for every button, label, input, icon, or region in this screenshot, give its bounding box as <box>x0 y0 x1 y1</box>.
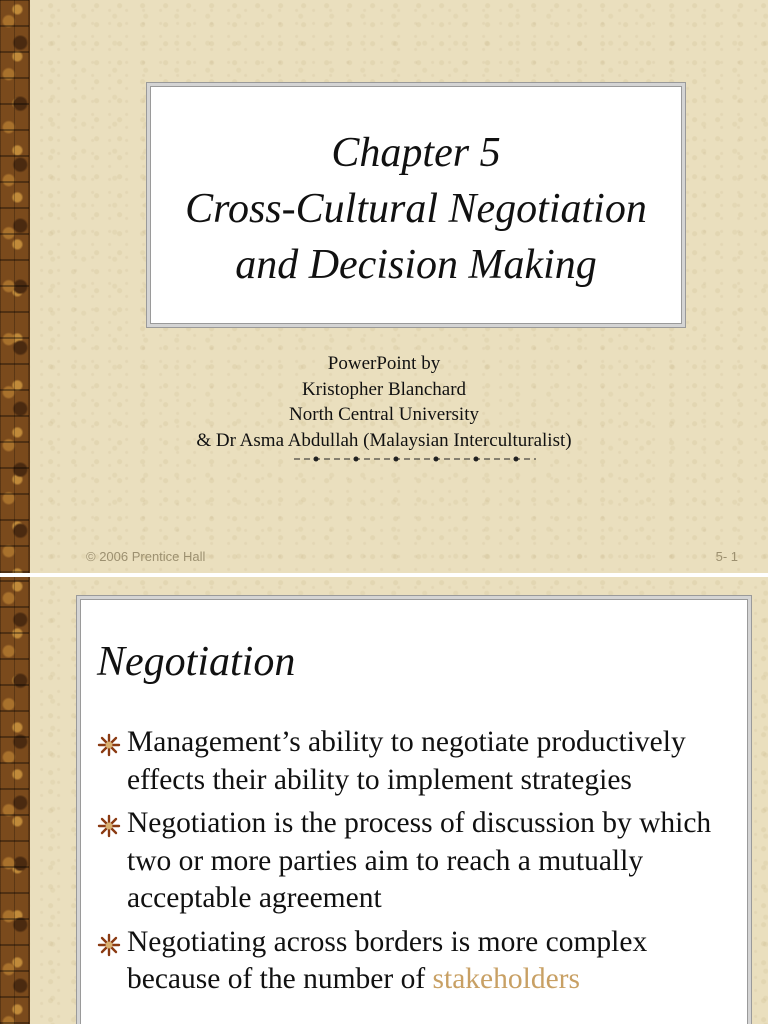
leaf-pattern-strip <box>0 0 30 573</box>
list-item <box>97 805 737 918</box>
bullet-text: Management’s ability to negotiate productively effects their ability to implement strategies <box>127 726 686 796</box>
slide-title <box>147 83 685 293</box>
starburst-bullet-icon <box>97 733 121 757</box>
content-slide <box>0 577 768 1024</box>
dashed-divider-ornament <box>294 454 536 464</box>
title-box <box>146 82 686 328</box>
starburst-bullet-icon <box>97 933 121 957</box>
credit-line: North Central University <box>289 404 479 425</box>
credit-line: & Dr Asma Abdullah (Malaysian Interculturalist) <box>196 429 572 451</box>
stakeholders-link[interactable]: stakeholders <box>432 963 580 995</box>
footer-copyright: © 2006 Prentice Hall <box>86 549 206 564</box>
slide-heading: Negotiation <box>97 639 296 685</box>
content-box <box>76 595 752 1024</box>
title-line-subtopic: and Decision Making <box>235 242 597 288</box>
credits-block <box>0 351 768 453</box>
starburst-bullet-icon <box>97 814 121 838</box>
title-line-topic: Cross-Cultural Negotiation <box>185 186 647 232</box>
leaf-pattern-strip <box>0 577 30 1024</box>
bullet-text: Negotiation is the process of discussion by which two or more parties aim to reach a mutually acceptable agreement <box>127 807 712 914</box>
title-line-chapter: Chapter 5 <box>331 130 501 176</box>
footer-page-number: 5- 1 <box>715 549 738 564</box>
list-item <box>97 724 737 799</box>
list-item <box>97 924 737 999</box>
credit-line: PowerPoint by <box>327 353 441 374</box>
credit-line: Kristopher Blanchard <box>301 378 467 400</box>
bullet-list <box>97 724 737 1005</box>
bullet-text: Negotiating across borders is more complex because of the number of <box>127 925 648 995</box>
